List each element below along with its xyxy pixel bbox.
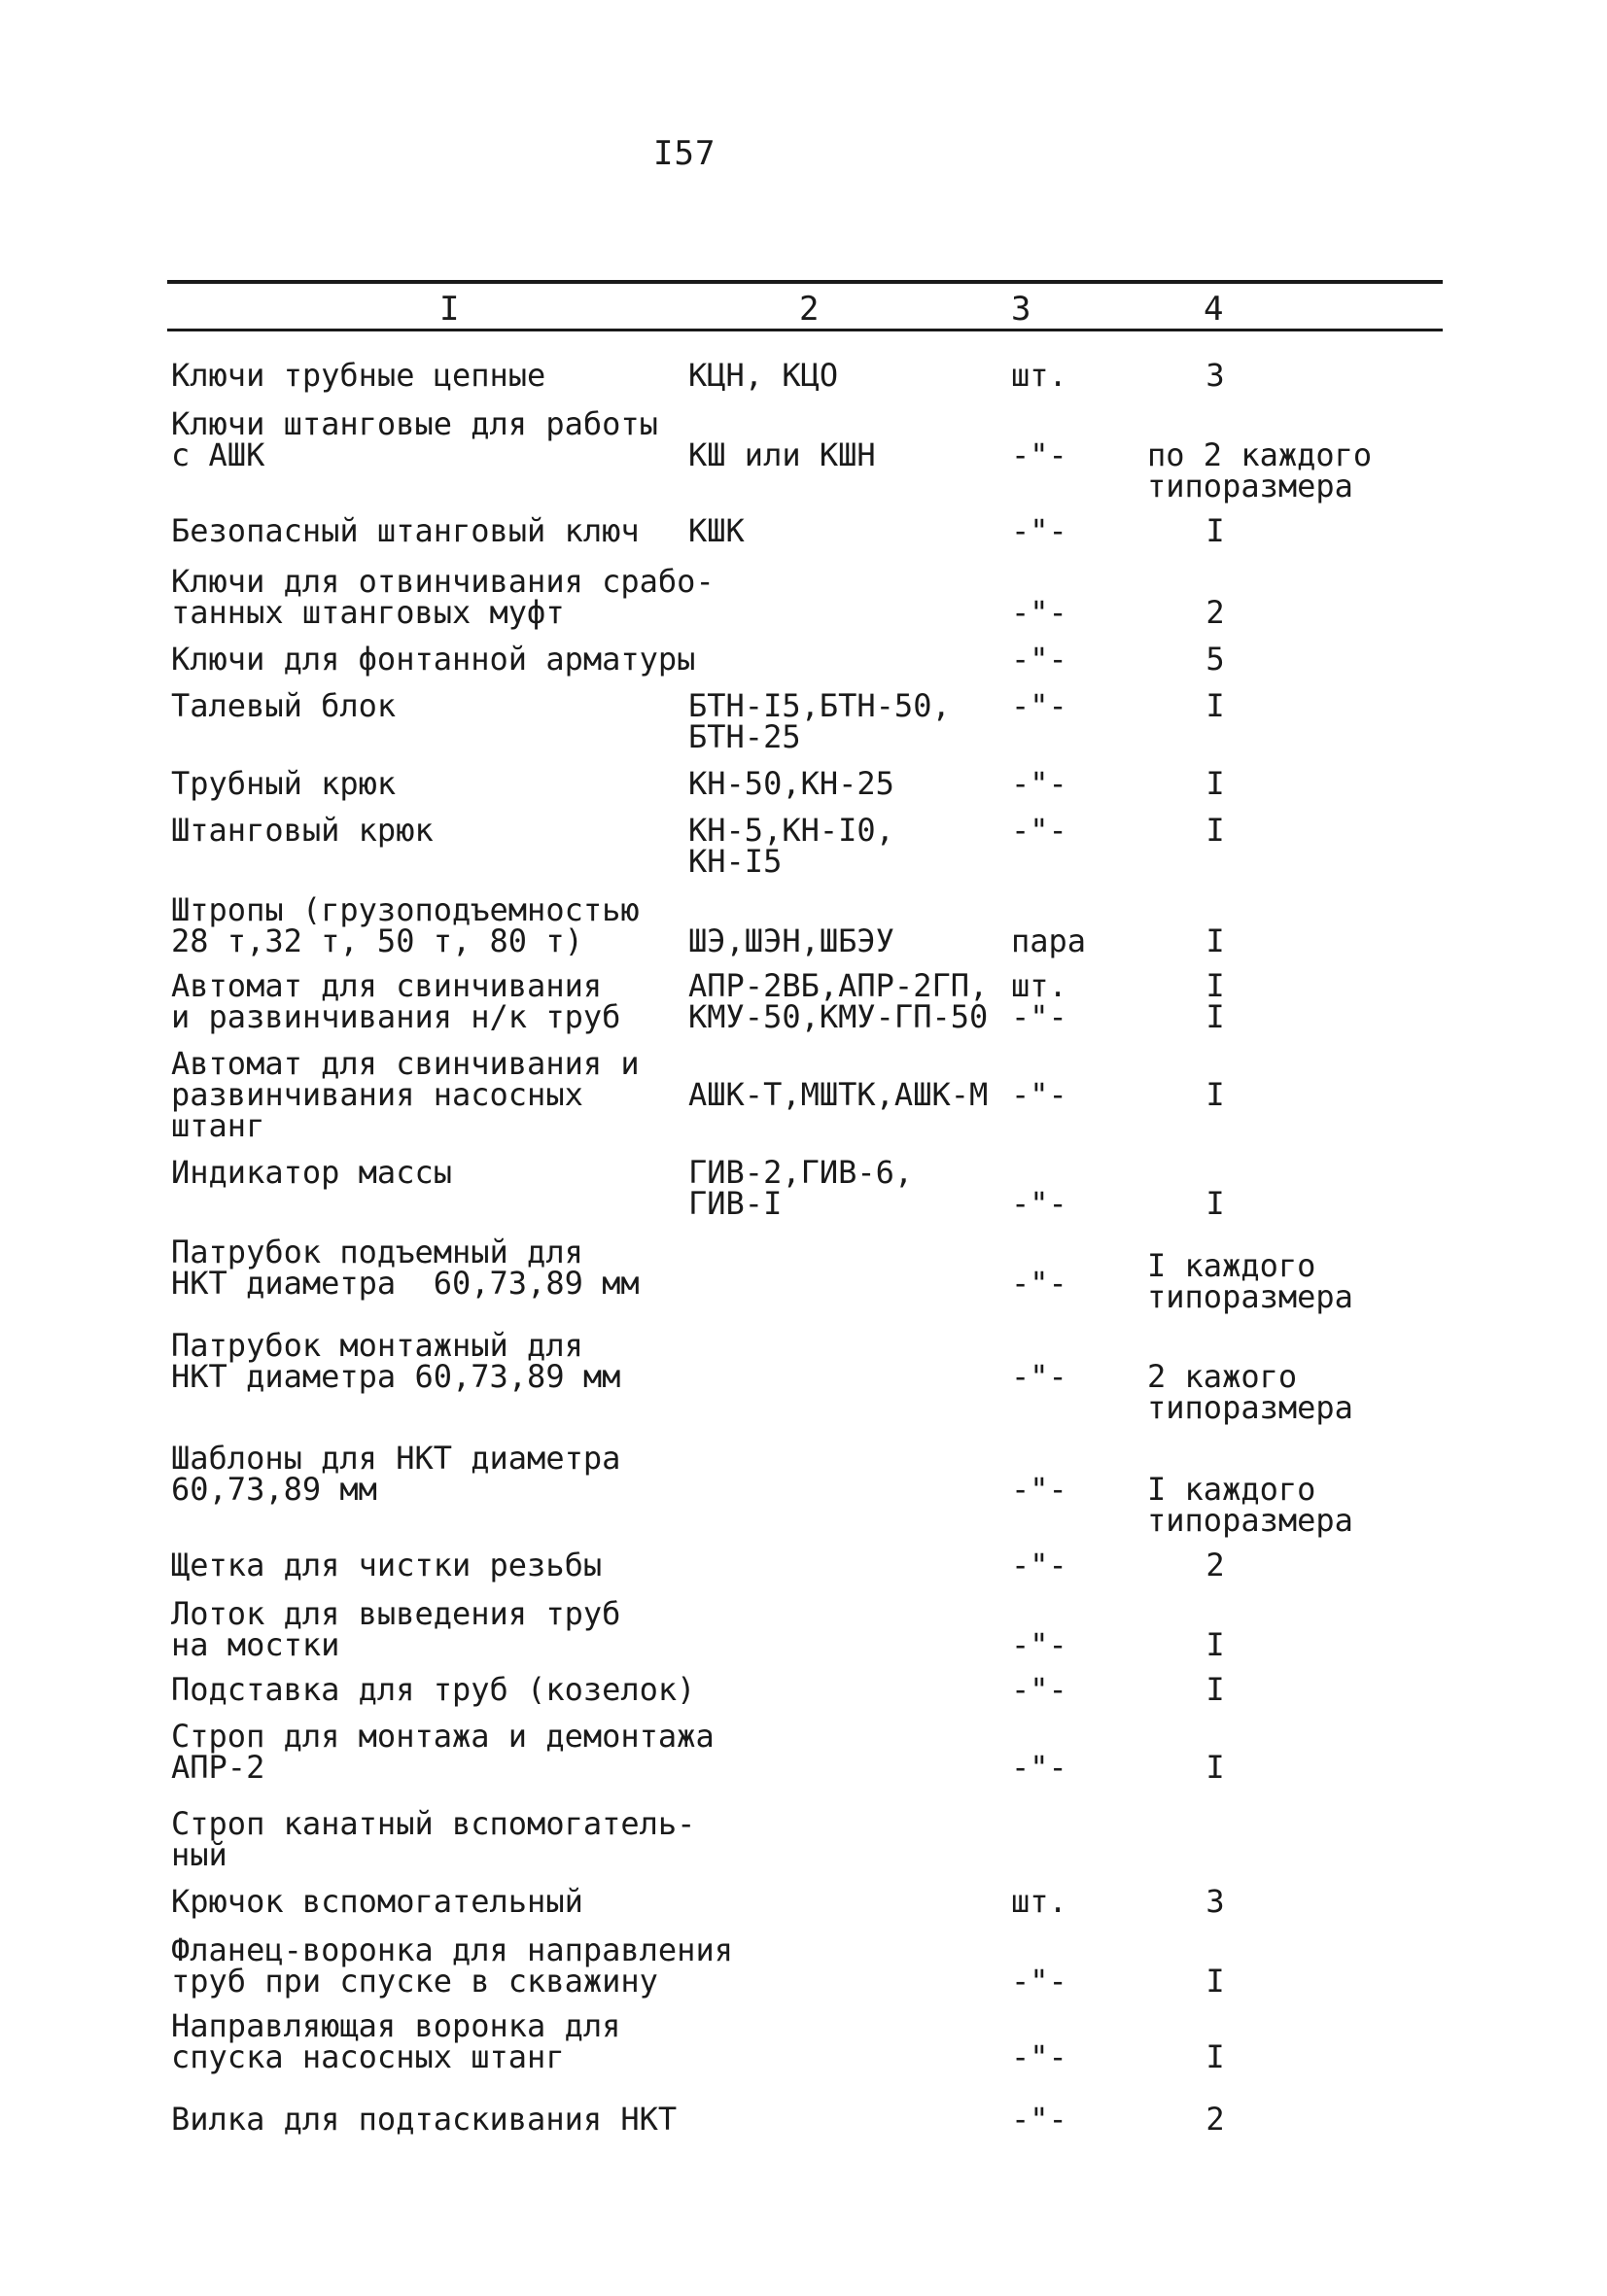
table-header-col-4: 4 — [1204, 290, 1224, 329]
item-unit: -"- — [1011, 1358, 1067, 1395]
item-quantity: 2 кажого типоразмера — [1147, 1358, 1353, 1426]
item-quantity: I — [1205, 1963, 1225, 2000]
item-name: Направляющая воронка для спуска насосных штанг — [171, 2007, 621, 2075]
item-name: Строп для монтажа и демонтажа АПР-2 — [171, 1718, 715, 1786]
item-unit: -"- — [1011, 436, 1067, 473]
page-number: I57 — [653, 134, 716, 173]
item-quantity: I — [1205, 1671, 1225, 1708]
item-type: КН-50,КН-25 — [688, 765, 894, 802]
item-quantity: I — [1205, 1749, 1225, 1786]
item-type: КН-5,КН-I0, КН-I5 — [688, 812, 894, 880]
item-name: Автомат для свинчивания и развинчивания насосных штанг — [171, 1045, 640, 1144]
item-type: КШ или КШН — [688, 436, 876, 473]
item-name: Ключи для отвинчивания срабо- танных штанговых муфт — [171, 563, 715, 631]
item-unit: -"- — [1011, 1076, 1067, 1113]
item-unit: -"- — [1011, 812, 1067, 849]
item-unit: -"- — [1011, 641, 1067, 678]
item-unit: -"- — [1011, 765, 1067, 802]
item-name: Трубный крюк — [171, 765, 397, 802]
item-name: Лоток для выведения труб на мостки — [171, 1595, 621, 1663]
item-unit: шт. -"- — [1011, 967, 1067, 1035]
item-quantity: 2 — [1205, 1547, 1225, 1583]
item-quantity: I — [1205, 765, 1225, 802]
item-quantity: I каждого типоразмера — [1147, 1247, 1353, 1315]
item-quantity: 3 — [1205, 1883, 1225, 1920]
item-unit: -"- — [1011, 1547, 1067, 1583]
item-quantity: I — [1205, 812, 1225, 849]
item-quantity: 5 — [1205, 641, 1225, 678]
item-name: Вилка для подтаскивания НКТ — [171, 2101, 678, 2138]
item-name: Ключи для фонтанной арматуры — [171, 641, 696, 678]
item-type: АШК-Т,МШТК,АШК-М — [688, 1076, 989, 1113]
table-header-col-2: 2 — [799, 290, 820, 329]
item-name: Крючок вспомогательный — [171, 1883, 583, 1920]
table-top-rule — [167, 280, 1443, 284]
item-quantity: I — [1205, 2038, 1225, 2075]
item-name: Безопасный штанговый ключ — [171, 512, 640, 549]
item-quantity: I I — [1205, 967, 1225, 1035]
item-unit: -"- — [1011, 1626, 1067, 1663]
item-name: Штанговый крюк — [171, 812, 434, 849]
item-quantity: I — [1205, 1185, 1225, 1222]
item-type: ГИВ-2,ГИВ-6, ГИВ-I — [688, 1154, 914, 1222]
item-name: Ключи штанговые для работы с АШК — [171, 405, 658, 473]
item-quantity: 2 — [1205, 594, 1225, 631]
item-name: Штропы (грузоподъемностью 28 т,32 т, 50 т, 80 т) — [171, 891, 640, 959]
item-name: Патрубок монтажный для НКТ диаметра 60,73,89 мм — [171, 1327, 621, 1395]
item-unit: -"- — [1011, 2038, 1067, 2075]
item-unit: -"- — [1011, 512, 1067, 549]
item-unit: -"- — [1011, 1185, 1067, 1222]
item-type: БТН-I5,БТН-50, БТН-25 — [688, 687, 951, 755]
item-name: Строп канатный вспомогатель- ный — [171, 1805, 696, 1873]
item-unit: -"- — [1011, 1671, 1067, 1708]
item-quantity: 2 — [1205, 2101, 1225, 2138]
item-name: Индикатор массы — [171, 1154, 452, 1191]
item-unit: -"- — [1011, 1471, 1067, 1508]
table-header-col-3: 3 — [1011, 290, 1031, 329]
item-name: Патрубок подъемный для НКТ диаметра 60,73,89 мм — [171, 1234, 640, 1302]
item-quantity: I — [1205, 512, 1225, 549]
item-unit: пара — [1011, 922, 1087, 959]
item-unit: -"- — [1011, 1265, 1067, 1302]
item-type: КШК — [688, 512, 745, 549]
item-name: Талевый блок — [171, 687, 397, 724]
item-name: Шаблоны для НКТ диаметра 60,73,89 мм — [171, 1440, 621, 1508]
table-header-col-1: I — [439, 290, 460, 329]
item-quantity: I — [1205, 1076, 1225, 1113]
item-name: Щетка для чистки резьбы — [171, 1547, 603, 1583]
item-type: ШЭ,ШЭН,ШБЭУ — [688, 922, 894, 959]
item-quantity: I — [1205, 1626, 1225, 1663]
item-unit: шт. — [1011, 1883, 1067, 1920]
item-unit: шт. — [1011, 357, 1067, 394]
item-name: Фланец-воронка для направления труб при спуске в скважину — [171, 1931, 733, 2000]
item-unit: -"- — [1011, 1749, 1067, 1786]
item-unit: -"- — [1011, 687, 1067, 724]
item-name: Подставка для труб (козелок) — [171, 1671, 696, 1708]
item-quantity: I — [1205, 687, 1225, 724]
item-name: Ключи трубные цепные — [171, 357, 546, 394]
item-unit: -"- — [1011, 594, 1067, 631]
item-unit: -"- — [1011, 1963, 1067, 2000]
item-quantity: по 2 каждого типоразмера — [1147, 436, 1373, 504]
item-quantity: 3 — [1205, 357, 1225, 394]
item-type: АПР-2ВБ,АПР-2ГП, КМУ-50,КМУ-ГП-50 — [688, 967, 989, 1035]
item-name: Автомат для свинчивания и развинчивания н/к труб — [171, 967, 621, 1035]
item-quantity: I каждого типоразмера — [1147, 1471, 1353, 1539]
item-unit: -"- — [1011, 2101, 1067, 2138]
item-quantity: I — [1205, 922, 1225, 959]
table-header-rule — [167, 329, 1443, 331]
item-type: КЦН, КЦО — [688, 357, 839, 394]
